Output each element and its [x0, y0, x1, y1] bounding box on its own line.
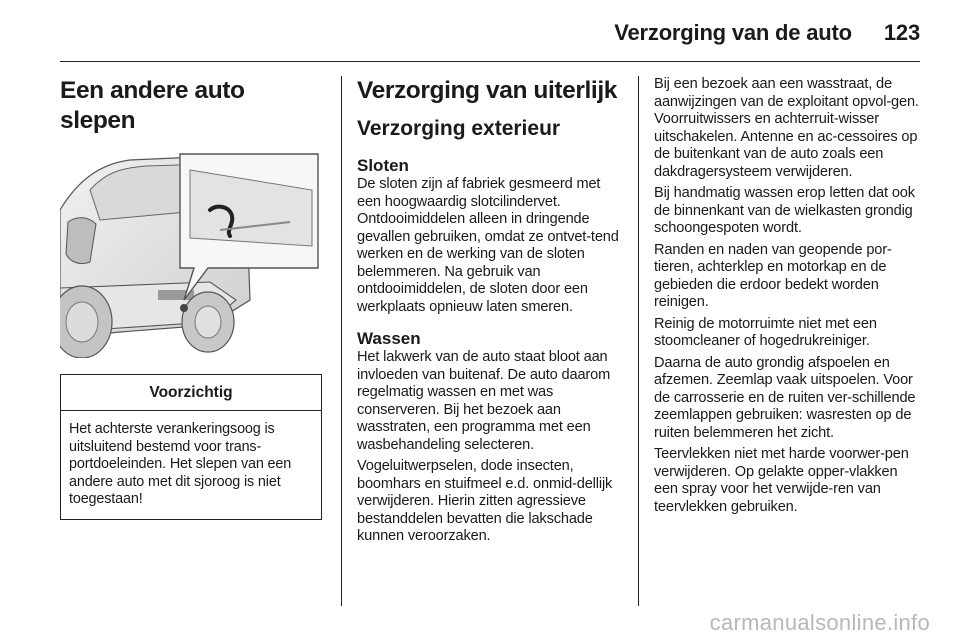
section-title-towing: Een andere auto slepen [60, 77, 245, 134]
caution-heading: Voorzichtig [61, 375, 321, 411]
watermark: carmanualsonline.info [709, 610, 930, 635]
washing-text-2: Vogeluitwerpselen, dode insecten, boomhars en stuifmeel e.d. onmid-dellijk verwijderen. Hierin zitten agressieve bestanddelen bevatten die lakschade kunnen veroorzaken. [357, 458, 613, 544]
right-text-4: Reinig de motorruimte niet met een stoomcleaner of hogedrukreiniger. [654, 315, 877, 349]
right-text-3: Randen en naden van geopende por-tieren, achterklep en motorkap en de gebieden die erdoor bedekt worden reinigen. [654, 241, 892, 310]
topic-title-locks: Sloten [357, 156, 409, 175]
header-title: Verzorging van de auto [614, 20, 852, 45]
locks-text: De sloten zijn af fabriek gesmeerd met een hoogwaardig slotcilindervet. Ontdooimiddelen alleen in dringende gevallen gebruiken, omdat ze ontvet-tend werken en de werking van de sloten belemmeren. Na gebruik van ontdooimiddelen, de sloten door een werkplaats opnieuw laten smeren. [357, 176, 619, 315]
header-rule [60, 61, 920, 62]
caution-text: Het achterste verankeringsoog is uitsluitend bestemd voor trans-portdoeleinden. Het slepen van een andere auto met dit sjoroog is niet toegestaan! [69, 421, 292, 507]
column-divider-right [638, 76, 639, 606]
middle-column [357, 76, 623, 546]
right-text-1: Bij een bezoek aan een wasstraat, de aanwijzingen van de exploitant opvol-gen. Voorruitwissers en achterruit-wisser uitschakelen. Antenne en ac-cessoires op de buitenkant van de auto zoals een dakdragersysteem verwijderen. [654, 76, 919, 180]
washing-text-1: Het lakwerk van de auto staat bloot aan invloeden van buitenaf. De auto daarom regelmatig wassen en met was conserveren. Bij het bezoek aan wasstraten, een programma met een wasbehandeling selecteren. [357, 349, 611, 453]
right-text-2: Bij handmatig wassen erop letten dat ook de binnenkant van de wielkasten grondig schoongespoten wordt. [654, 185, 915, 236]
right-text-5: Daarna de auto grondig afspoelen en afzemen. Zeemlap vaak uitspoelen. Voor de carrosserie en de ruiten ver-schillende zeemlappen gebruiken: wasresten op de ruiten belemmeren het zicht. [654, 354, 916, 441]
page-header [614, 20, 920, 46]
section-title-appearance: Verzorging van uiterlijk [357, 77, 617, 104]
left-column [60, 76, 322, 520]
column-divider-left [341, 76, 342, 606]
subsection-title-exterior: Verzorging exterieur [357, 117, 561, 140]
topic-title-washing: Wassen [357, 329, 421, 348]
caution-box [60, 374, 322, 520]
towing-eye-illustration [60, 150, 322, 358]
right-column [654, 76, 924, 516]
page-number: 123 [883, 20, 920, 45]
right-text-6: Teervlekken niet met harde voorwer-pen verwijderen. Op gelakte opper-vlakken een spray voor het verwijde-ren van teervlekken gebruiken. [654, 446, 909, 515]
